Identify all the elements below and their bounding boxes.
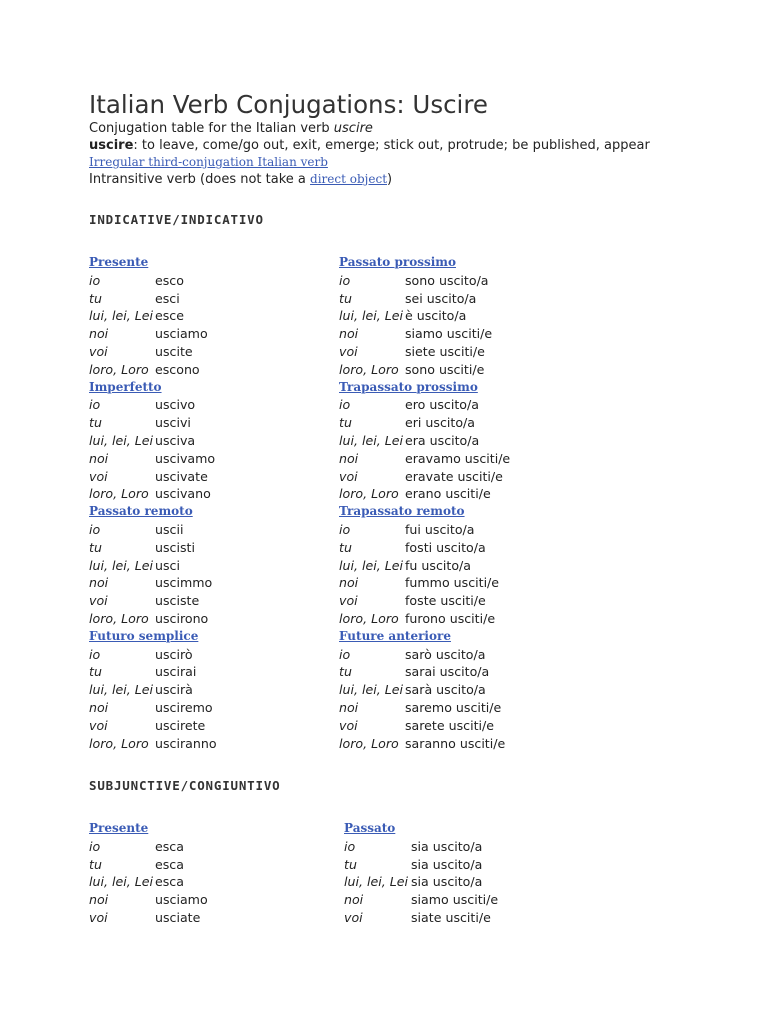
verb-form: siete usciti/e	[405, 343, 485, 359]
verb-form: sarete usciti/e	[405, 717, 495, 733]
pronoun: lui, lei, Lei	[339, 308, 404, 324]
pronoun: tu	[89, 290, 102, 306]
pronoun: voi	[339, 468, 358, 484]
verb-form: siamo usciti/e	[405, 326, 493, 342]
tense-heading-link[interactable]: Passato remoto	[89, 504, 193, 519]
verb-form: esci	[155, 290, 180, 306]
page-title: Italian Verb Conjugations: Uscire	[89, 90, 488, 119]
tense-heading-link[interactable]: Future anteriore	[339, 628, 451, 643]
verb-form: sarà uscito/a	[405, 682, 486, 698]
verb-form: usci	[155, 557, 180, 573]
pronoun: noi	[339, 699, 359, 715]
pronoun: tu	[339, 415, 352, 431]
pronoun: io	[339, 646, 351, 662]
verb-form: era uscito/a	[405, 432, 480, 448]
pronoun: loro, Loro	[339, 486, 399, 502]
indicative-heading: INDICATIVE/INDICATIVO	[89, 212, 264, 227]
pronoun: noi	[89, 326, 109, 342]
indicative-right-column	[339, 254, 639, 752]
tense-heading-link[interactable]: Trapassato prossimo	[339, 379, 478, 394]
pronoun: tu	[339, 664, 352, 680]
pronoun: io	[89, 521, 101, 537]
tense-heading-link[interactable]: Futuro semplice	[89, 628, 199, 643]
conjugation-row	[339, 361, 639, 379]
verb-form: fu uscito/a	[405, 557, 471, 573]
pronoun: loro, Loro	[89, 361, 149, 377]
verb-form: uscivano	[155, 486, 211, 502]
pronoun: noi	[344, 892, 364, 908]
pronoun: io	[339, 272, 351, 288]
verb-form: sia uscito/a	[411, 874, 483, 890]
verb-form: siamo usciti/e	[411, 892, 499, 908]
conjugation-row	[339, 485, 639, 503]
conjugation-row	[339, 307, 639, 325]
verb-form: eravamo usciti/e	[405, 450, 511, 466]
tense-heading-link[interactable]: Passato	[344, 821, 396, 835]
verb-form: uscivamo	[155, 450, 216, 466]
verb-form: esca	[155, 874, 184, 890]
verb-form: foste usciti/e	[405, 593, 486, 609]
conjugation-row	[339, 432, 639, 450]
conjugation-row	[339, 325, 639, 343]
pronoun: lui, lei, Lei	[89, 557, 154, 573]
pronoun: voi	[89, 468, 108, 484]
tense-block	[339, 254, 639, 379]
tense-block	[344, 820, 644, 927]
pronoun: tu	[344, 856, 357, 872]
verb-form: sia uscito/a	[411, 838, 483, 854]
pronoun: tu	[89, 664, 102, 680]
conjugation-row	[344, 856, 644, 874]
verb-form: sono usciti/e	[405, 361, 485, 377]
conjugation-row	[339, 414, 639, 432]
verb-form: saremo usciti/e	[405, 699, 502, 715]
tense-heading-link[interactable]: Presente	[89, 255, 149, 269]
conjugation-row	[344, 909, 644, 927]
verb-form: eravate usciti/e	[405, 468, 503, 484]
verb-form: usciranno	[155, 735, 217, 751]
pronoun: io	[89, 397, 101, 413]
pronoun: io	[89, 838, 101, 854]
conjugation-row	[339, 290, 639, 308]
conjugation-row	[339, 574, 639, 592]
conjugation-row	[339, 468, 639, 486]
pronoun: voi	[89, 909, 108, 925]
irregular-link[interactable]: Irregular third-conjugation Italian verb	[89, 155, 328, 169]
conjugation-row	[339, 646, 639, 664]
verb-form: usciate	[155, 909, 201, 925]
conjugation-row	[339, 539, 639, 557]
pronoun: io	[89, 272, 101, 288]
conjugation-row	[339, 521, 639, 539]
verb-form: fummo usciti/e	[405, 575, 500, 591]
conjugation-row	[339, 663, 639, 681]
pronoun: lui, lei, Lei	[89, 682, 154, 698]
pronoun: noi	[339, 575, 359, 591]
verb-form: usciste	[155, 593, 200, 609]
tense-heading-link[interactable]: Trapassato remoto	[339, 504, 465, 519]
conjugation-row	[344, 873, 644, 891]
pronoun: loro, Loro	[89, 735, 149, 751]
verb-form: esca	[155, 856, 184, 872]
verb-form: sei uscito/a	[405, 290, 477, 306]
tense-heading-link[interactable]: Presente	[89, 821, 149, 835]
subjunctive-heading: SUBJUNCTIVE/CONGIUNTIVO	[89, 778, 281, 793]
pronoun: tu	[339, 290, 352, 306]
verb-form: fui uscito/a	[405, 521, 475, 537]
intransitive-line	[89, 172, 392, 187]
pronoun: lui, lei, Lei	[339, 557, 404, 573]
verb-form: fosti uscito/a	[405, 539, 486, 555]
verb-form: uscisti	[155, 539, 195, 555]
pronoun: noi	[339, 450, 359, 466]
verb-form: siate usciti/e	[411, 909, 491, 925]
verb-form: eri uscito/a	[405, 415, 475, 431]
pronoun: noi	[89, 699, 109, 715]
conjugation-row	[344, 838, 644, 856]
pronoun: loro, Loro	[89, 486, 149, 502]
meaning-text: : to leave, come/go out, exit, emerge; stick out, protrude; be published, appear	[133, 138, 650, 153]
conjugation-row	[339, 396, 639, 414]
meaning-verb: uscire	[89, 138, 134, 153]
pronoun: loro, Loro	[89, 610, 149, 626]
pronoun: voi	[339, 593, 358, 609]
pronoun: lui, lei, Lei	[339, 432, 404, 448]
pronoun: tu	[89, 856, 102, 872]
verb-form: usciamo	[155, 892, 208, 908]
verb-form: uscimmo	[155, 575, 213, 591]
verb-form: uscirono	[155, 610, 209, 626]
verb-form: sarai uscito/a	[405, 664, 490, 680]
subjunctive-right-column	[344, 820, 644, 927]
verb-form: furono usciti/e	[405, 610, 496, 626]
verb-form: escono	[155, 361, 200, 377]
conjugation-row	[344, 891, 644, 909]
intransitive-prefix: Intransitive verb (does not take a	[89, 172, 311, 187]
conjugation-row	[339, 699, 639, 717]
verb-form: uscivi	[155, 415, 191, 431]
pronoun: loro, Loro	[339, 361, 399, 377]
verb-form: sia uscito/a	[411, 856, 483, 872]
subtitle-prefix: Conjugation table for the Italian verb	[89, 121, 334, 136]
pronoun: io	[339, 397, 351, 413]
pronoun: tu	[89, 415, 102, 431]
tense-heading-link[interactable]: Passato prossimo	[339, 255, 456, 269]
pronoun: noi	[339, 326, 359, 342]
conjugation-row	[339, 343, 639, 361]
subtitle	[89, 121, 373, 136]
tense-block	[339, 379, 639, 504]
pronoun: lui, lei, Lei	[339, 682, 404, 698]
verb-form: uscirete	[155, 717, 206, 733]
pronoun: voi	[339, 717, 358, 733]
conjugation-row	[339, 681, 639, 699]
conjugation-row	[339, 592, 639, 610]
pronoun: io	[339, 521, 351, 537]
verb-form: usciva	[155, 432, 196, 448]
verb-form: uscirò	[155, 646, 193, 662]
intransitive-suffix: )	[387, 172, 393, 187]
verb-form: è uscito/a	[405, 308, 467, 324]
pronoun: lui, lei, Lei	[89, 308, 154, 324]
tense-block	[339, 628, 639, 753]
pronoun: loro, Loro	[339, 610, 399, 626]
pronoun: noi	[89, 575, 109, 591]
pronoun: voi	[89, 717, 108, 733]
subtitle-verb: uscire	[333, 121, 373, 136]
pronoun: io	[344, 838, 356, 854]
tense-block	[339, 503, 639, 628]
verb-form: uscii	[155, 521, 184, 537]
conjugation-row	[339, 272, 639, 290]
verb-form: uscirai	[155, 664, 197, 680]
tense-heading-link[interactable]: Imperfetto	[89, 379, 162, 394]
direct-object-link[interactable]: direct object	[310, 172, 388, 186]
verb-form: uscivate	[155, 468, 208, 484]
conjugation-row	[339, 735, 639, 753]
verb-form: esce	[155, 308, 184, 324]
verb-form: usciamo	[155, 326, 208, 342]
irregular-line	[89, 155, 328, 170]
verb-form: sono uscito/a	[405, 272, 489, 288]
pronoun: tu	[89, 539, 102, 555]
verb-form: esco	[155, 272, 184, 288]
verb-form: uscirà	[155, 682, 193, 698]
meaning-line	[89, 138, 650, 153]
verb-form: uscite	[155, 343, 193, 359]
conjugation-row	[339, 610, 639, 628]
pronoun: voi	[89, 343, 108, 359]
pronoun: voi	[344, 909, 363, 925]
pronoun: voi	[339, 343, 358, 359]
pronoun: lui, lei, Lei	[89, 432, 154, 448]
verb-form: usciremo	[155, 699, 213, 715]
pronoun: lui, lei, Lei	[89, 874, 154, 890]
pronoun: noi	[89, 450, 109, 466]
verb-form: saranno usciti/e	[405, 735, 506, 751]
pronoun: lui, lei, Lei	[344, 874, 409, 890]
pronoun: loro, Loro	[339, 735, 399, 751]
conjugation-row	[339, 557, 639, 575]
verb-form: ero uscito/a	[405, 397, 479, 413]
pronoun: io	[89, 646, 101, 662]
conjugation-row	[339, 717, 639, 735]
pronoun: voi	[89, 593, 108, 609]
pronoun: tu	[339, 539, 352, 555]
verb-form: esca	[155, 838, 184, 854]
conjugation-row	[339, 450, 639, 468]
verb-form: sarò uscito/a	[405, 646, 486, 662]
verb-form: uscivo	[155, 397, 196, 413]
pronoun: noi	[89, 892, 109, 908]
verb-form: erano usciti/e	[405, 486, 491, 502]
